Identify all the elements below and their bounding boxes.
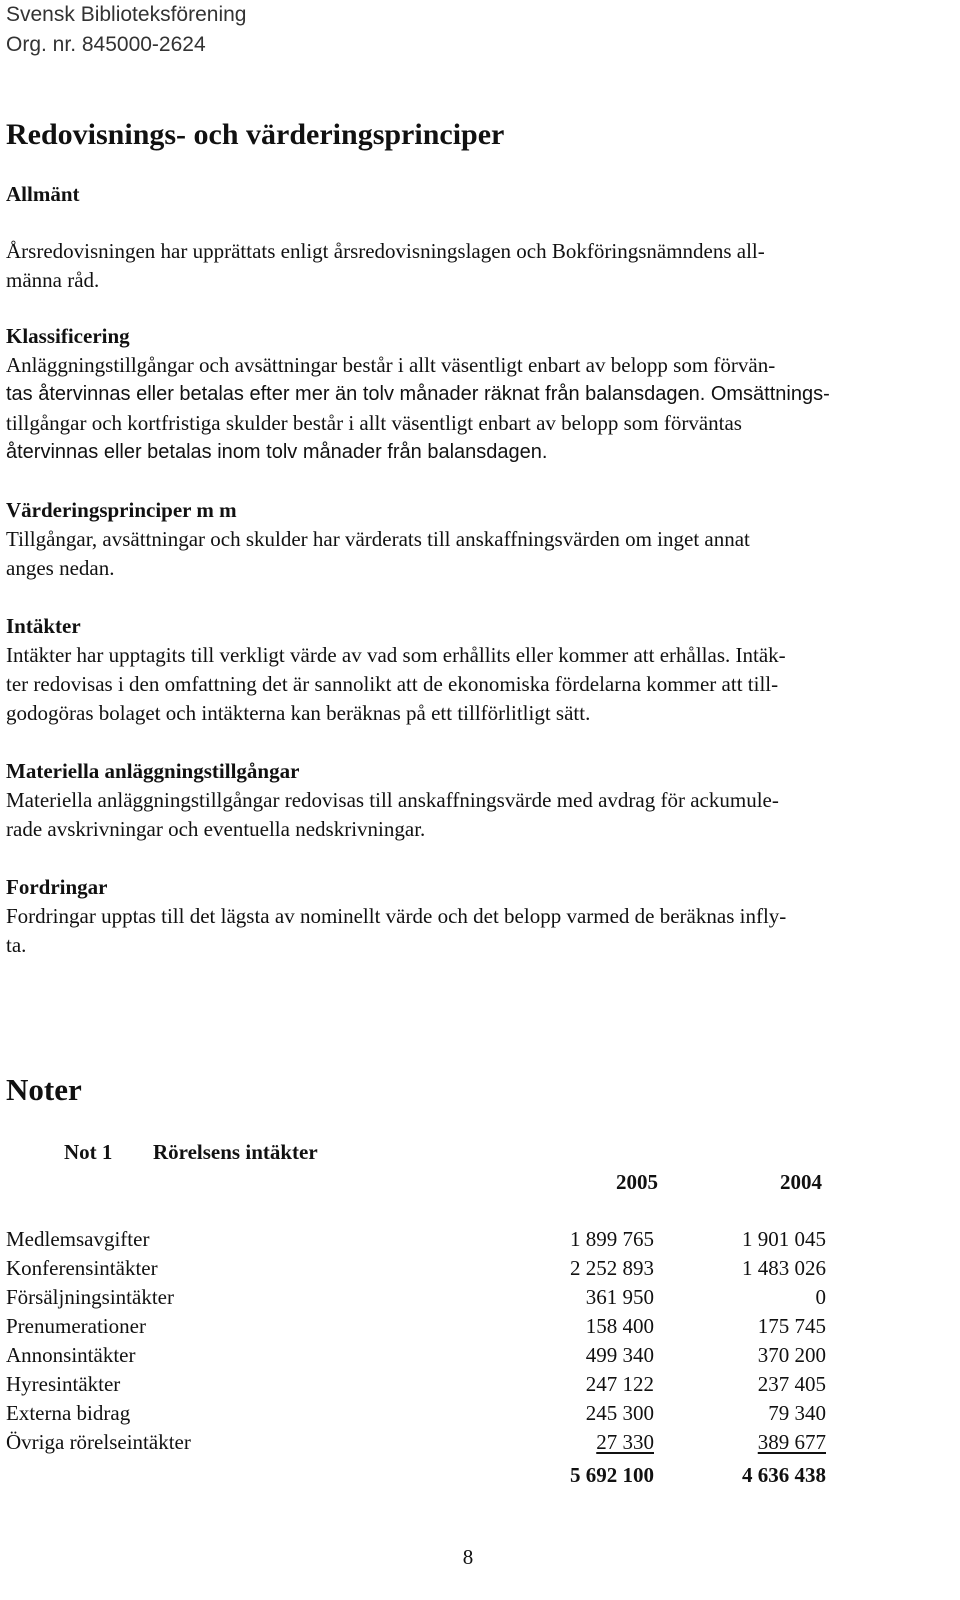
- note-title: Rörelsens intäkter: [153, 1140, 318, 1164]
- table-row: [6, 1312, 836, 1341]
- value-2004: 237 405: [757, 1372, 826, 1396]
- paragraph-klassificering: [6, 351, 931, 467]
- text-line: Tillgångar, avsättningar och skulder har värderats till anskaffningsvärden om inget annat: [6, 527, 750, 551]
- value-2005: 245 300: [585, 1401, 654, 1425]
- row-label: Medlemsavgifter: [6, 1227, 150, 1251]
- paragraph-intakter: [6, 641, 931, 728]
- text-line: männa råd.: [6, 268, 100, 292]
- income-table: [6, 1225, 836, 1457]
- text-line: rade avskrivningar och eventuella nedskrivningar.: [6, 817, 426, 841]
- value-2005: [506, 1428, 654, 1457]
- value-2005: 2 252 893: [570, 1256, 654, 1280]
- row-label: Övriga rörelseintäkter: [6, 1430, 191, 1454]
- org-number: Org. nr. 845000-2624: [6, 33, 206, 56]
- table-row: [6, 1225, 836, 1254]
- paragraph-vardering: [6, 525, 931, 583]
- value-2004: 370 200: [757, 1343, 826, 1367]
- text-line: ter redovisas i den omfattning det är sannolikt att de ekonomiska fördelarna kommer att till-: [6, 672, 779, 696]
- totals-row: [6, 1460, 836, 1490]
- text-line: tas återvinnas eller betalas efter mer än tolv månader räknat från balansdagen. Omsättnings-: [6, 383, 830, 405]
- row-label: Prenumerationer: [6, 1314, 146, 1338]
- heading-materiella: Materiella anläggningstillgångar: [6, 759, 300, 783]
- value-2005: 158 400: [585, 1314, 654, 1338]
- heading-vardering: Värderingsprinciper m m: [6, 498, 237, 522]
- year-column-header: 2005: [616, 1170, 658, 1194]
- text-line: tillgångar och kortfristiga skulder består i allt väsentligt enbart av belopp som förväntas: [6, 411, 742, 435]
- row-label: Försäljningsintäkter: [6, 1285, 174, 1309]
- page-number: 8: [462, 1545, 474, 1569]
- value-2004: 0: [815, 1285, 826, 1309]
- text-line: återvinnas eller betalas inom tolv månader från balansdagen.: [6, 441, 548, 463]
- value-2005: 1 899 765: [570, 1227, 654, 1251]
- text-line: godogöras bolaget och intäkterna kan beräknas på ett tillförlitligt sätt.: [6, 701, 591, 725]
- paragraph-materiella: [6, 786, 931, 844]
- text-line: Anläggningstillgångar och avsättningar består i allt väsentligt enbart av belopp som förvän-: [6, 353, 776, 377]
- page-title: Redovisnings- och värderingsprinciper: [6, 118, 505, 151]
- underlined-value: 389 677: [757, 1430, 826, 1454]
- row-label: Hyresintäkter: [6, 1372, 121, 1396]
- note-number: Not 1: [64, 1140, 113, 1164]
- value-2004: 79 340: [768, 1401, 826, 1425]
- table-row: [6, 1428, 836, 1457]
- table-row: [6, 1370, 836, 1399]
- total-2004: 4 636 438: [742, 1463, 826, 1487]
- heading-allmant: Allmänt: [6, 182, 80, 206]
- text-line: Fordringar upptas till det lägsta av nominellt värde och det belopp varmed de beräknas infly-: [6, 904, 787, 928]
- paragraph-fordringar: [6, 902, 931, 960]
- value-2004: 1 901 045: [742, 1227, 826, 1251]
- table-row: [6, 1399, 836, 1428]
- row-label: Konferensintäkter: [6, 1256, 158, 1280]
- text-line: Årsredovisningen har upprättats enligt årsredovisningslagen och Bokföringsnämndens all-: [6, 239, 765, 263]
- value-2005: 499 340: [585, 1343, 654, 1367]
- table-row: [6, 1283, 836, 1312]
- org-header: [6, 0, 246, 60]
- text-line: anges nedan.: [6, 556, 115, 580]
- total-2005: 5 692 100: [570, 1463, 654, 1487]
- value-2005: 361 950: [585, 1285, 654, 1309]
- heading-klassificering: Klassificering: [6, 324, 130, 348]
- value-2004: [676, 1428, 826, 1457]
- table-row: [6, 1254, 836, 1283]
- year-column-header: 2004: [780, 1170, 822, 1194]
- table-row: [6, 1341, 836, 1370]
- text-line: Intäkter har upptagits till verkligt värde av vad som erhållits eller kommer att erhållas. Intäk-: [6, 643, 786, 667]
- text-line: ta.: [6, 933, 27, 957]
- underlined-value: 27 330: [596, 1430, 654, 1454]
- org-name: Svensk Biblioteksförening: [6, 3, 247, 26]
- text-line: Materiella anläggningstillgångar redovisas till anskaffningsvärde med avdrag för ackumule-: [6, 788, 779, 812]
- paragraph-allmant: [6, 237, 931, 295]
- notes-title: Noter: [6, 1072, 82, 1107]
- heading-intakter: Intäkter: [6, 614, 81, 638]
- value-2005: 247 122: [585, 1372, 654, 1396]
- value-2004: 1 483 026: [742, 1256, 826, 1280]
- value-2004: 175 745: [757, 1314, 826, 1338]
- row-label: Annonsintäkter: [6, 1343, 136, 1367]
- heading-fordringar: Fordringar: [6, 875, 108, 899]
- row-label: Externa bidrag: [6, 1401, 131, 1425]
- principles-section: [6, 112, 931, 960]
